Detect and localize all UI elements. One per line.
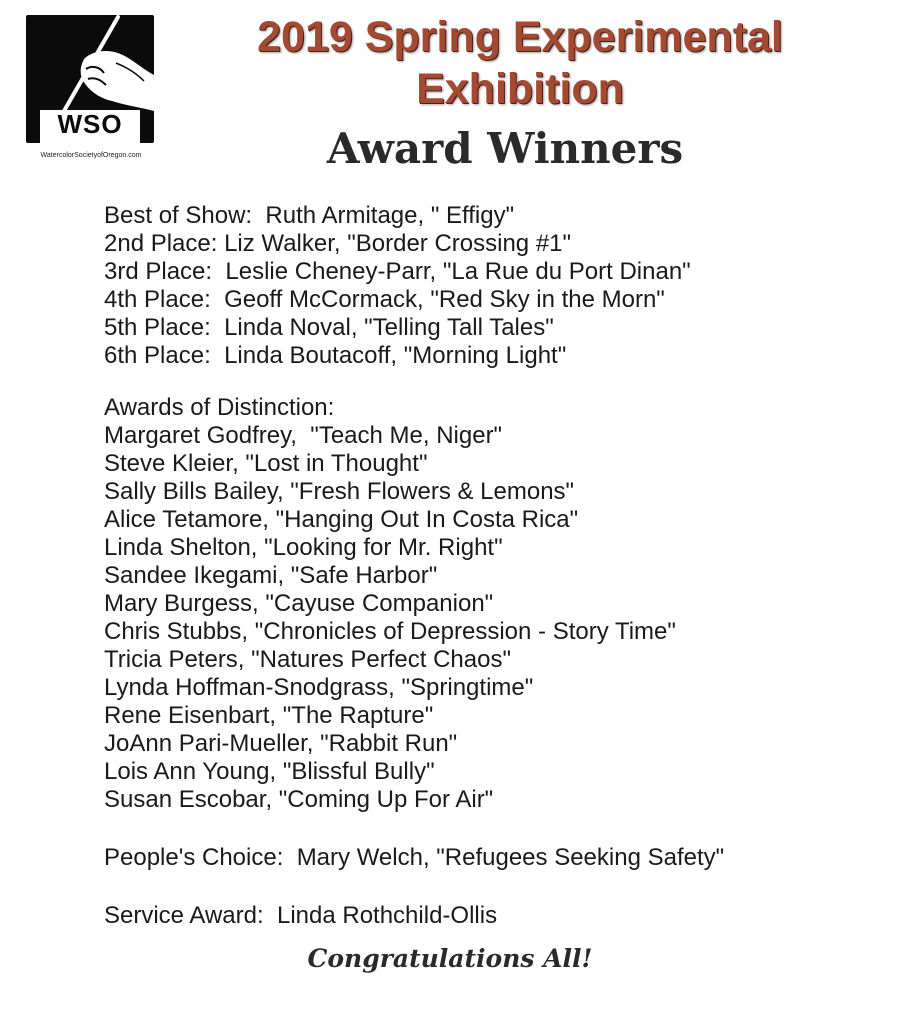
title-line-1: 2019 Spring Experimental	[257, 13, 783, 61]
spacer	[104, 872, 884, 902]
distinction-item: Lois Ann Young, "Blissful Bully"	[104, 758, 435, 785]
logo-text: WSO	[57, 109, 123, 139]
distinction-item: Sally Bills Bailey, "Fresh Flowers & Lemons"	[104, 478, 575, 505]
logo-artwork	[26, 15, 154, 143]
place-4th: 4th Place: Geoff McCormack, "Red Sky in the Morn"	[104, 286, 665, 313]
distinction-item: Mary Burgess, "Cayuse Companion"	[104, 590, 494, 617]
logo-url: WatercolorSocietyofOregon.com	[40, 152, 142, 159]
peoples-choice: People's Choice: Mary Welch, "Refugees Seeking Safety"	[104, 844, 725, 871]
place-2nd: 2nd Place: Liz Walker, "Border Crossing #1"	[104, 230, 572, 257]
award-list	[104, 202, 884, 930]
distinction-item: Lynda Hoffman-Snodgrass, "Springtime"	[104, 674, 534, 701]
service-award: Service Award: Linda Rothchild-Ollis	[104, 902, 498, 929]
distinction-item: Rene Eisenbart, "The Rapture"	[104, 702, 434, 729]
distinction-item: Linda Shelton, "Looking for Mr. Right"	[104, 534, 503, 561]
distinction-item: Alice Tetamore, "Hanging Out In Costa Rica"	[104, 506, 579, 533]
wso-logo	[26, 15, 154, 165]
spacer	[104, 370, 884, 394]
distinction-item: Steve Kleier, "Lost in Thought"	[104, 450, 428, 477]
place-6th: 6th Place: Linda Boutacoff, "Morning Light"	[104, 342, 567, 369]
distinction-heading: Awards of Distinction:	[104, 394, 335, 421]
place-best-of-show: Best of Show: Ruth Armitage, " Effigy"	[104, 202, 515, 229]
distinction-item: Susan Escobar, "Coming Up For Air"	[104, 786, 494, 813]
distinction-item: Margaret Godfrey, "Teach Me, Niger"	[104, 422, 503, 449]
distinction-item: Tricia Peters, "Natures Perfect Chaos"	[104, 646, 511, 673]
distinction-item: Sandee Ikegami, "Safe Harbor"	[104, 562, 438, 589]
congratulations-text: Congratulations All!	[307, 944, 593, 973]
place-5th: 5th Place: Linda Noval, "Telling Tall Tales"	[104, 314, 554, 341]
title-line-2: Exhibition	[416, 65, 624, 113]
place-3rd: 3rd Place: Leslie Cheney-Parr, "La Rue du Port Dinan"	[104, 258, 691, 285]
spacer	[104, 814, 884, 844]
subtitle: Award Winners	[326, 124, 684, 173]
distinction-item: Chris Stubbs, "Chronicles of Depression - Story Time"	[104, 618, 676, 645]
distinction-item: JoAnn Pari-Mueller, "Rabbit Run"	[104, 730, 458, 757]
